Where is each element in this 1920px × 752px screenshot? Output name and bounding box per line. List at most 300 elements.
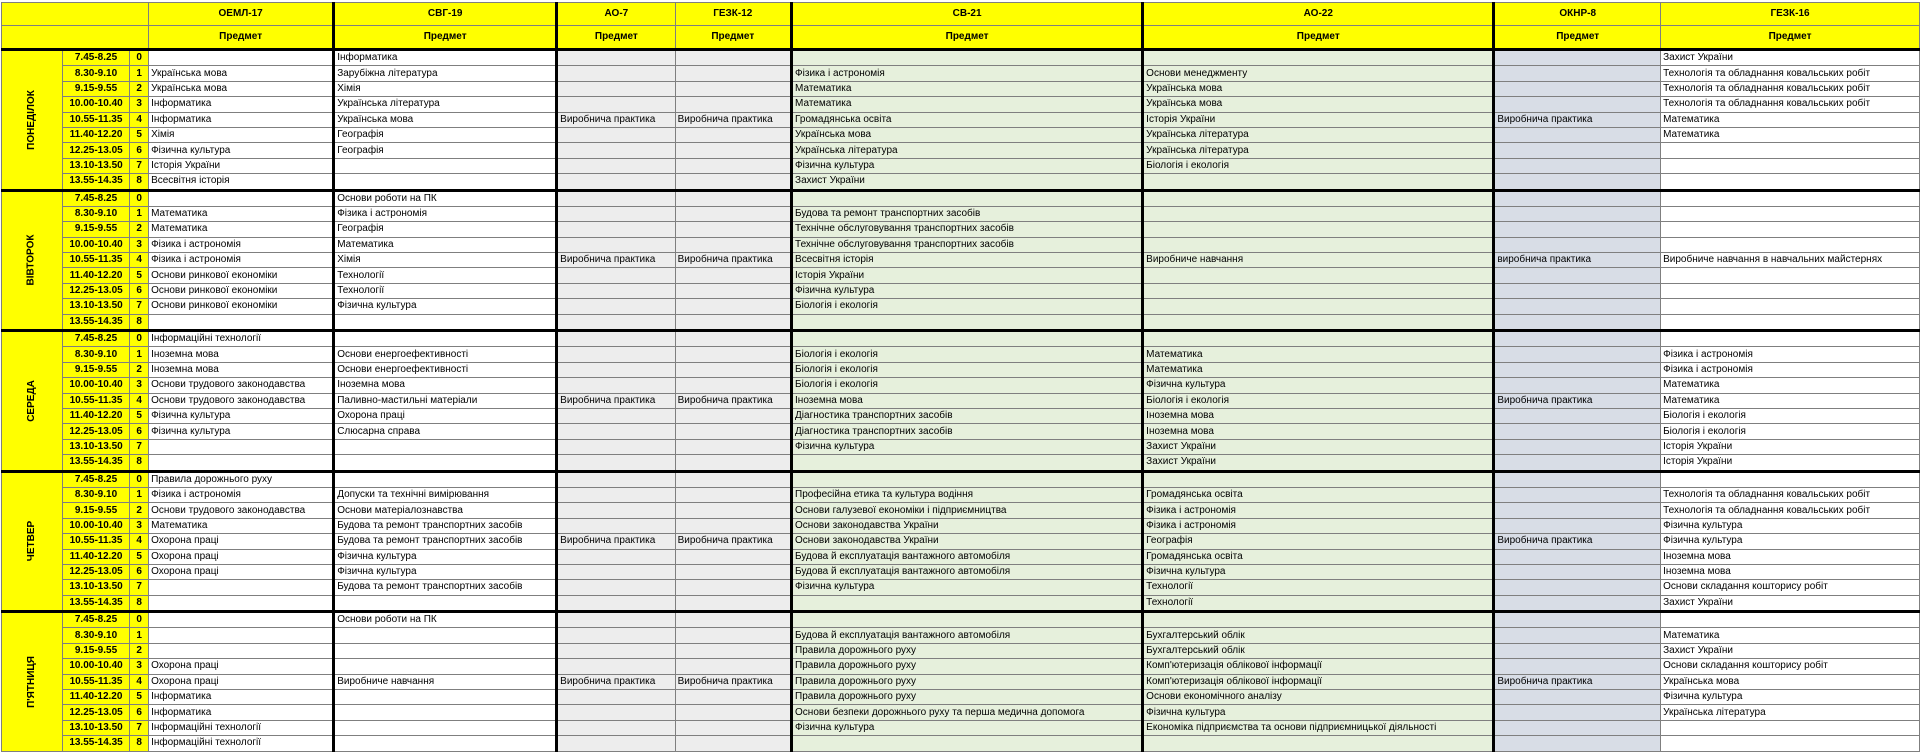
subject-cell[interactable] [675,736,791,751]
subject-cell[interactable]: Фізична культура [792,158,1143,173]
subject-cell[interactable] [1494,424,1661,439]
subject-cell[interactable]: Основи енергоефективності [334,362,557,377]
subject-cell[interactable] [792,736,1143,751]
subject-cell[interactable] [675,471,791,487]
subject-cell[interactable] [1494,299,1661,314]
subject-cell[interactable]: Правила дорожнього руху [792,690,1143,705]
subject-cell[interactable] [557,503,675,518]
subject-cell[interactable] [792,190,1143,206]
subject-cell[interactable] [149,628,334,643]
subject-cell[interactable]: Українська література [1143,143,1494,158]
subject-cell[interactable]: Історія України [1661,439,1920,454]
subject-cell[interactable]: Математика [1661,378,1920,393]
subject-cell[interactable]: Іноземна мова [792,393,1143,408]
subject-cell[interactable]: Біологія і екологія [792,299,1143,314]
subject-cell[interactable]: Будова та ремонт транспортних засобів [334,518,557,533]
subject-cell[interactable]: Основи галузевої економіки і підприємництва [792,503,1143,518]
subject-cell[interactable] [557,408,675,423]
subject-cell[interactable]: Охорона праці [149,674,334,689]
subject-cell[interactable] [149,643,334,658]
subject-cell[interactable]: Технічне обслуговування транспортних засобів [792,237,1143,252]
subject-cell[interactable] [792,612,1143,628]
subject-cell[interactable] [1494,314,1661,330]
subject-cell[interactable] [1494,347,1661,362]
subject-cell[interactable]: Основи матеріалознавства [334,503,557,518]
subject-cell[interactable]: Фізична культура [149,408,334,423]
subject-cell[interactable]: Виробниче навчання [1143,253,1494,268]
subject-cell[interactable]: Українська мова [149,66,334,81]
subject-cell[interactable] [675,518,791,533]
subject-cell[interactable] [1661,190,1920,206]
subject-cell[interactable] [334,331,557,347]
subject-cell[interactable]: Фізика і астрономія [334,206,557,221]
subject-cell[interactable] [675,127,791,142]
subject-cell[interactable] [675,690,791,705]
subject-cell[interactable]: Географія [334,143,557,158]
subject-cell[interactable] [675,81,791,96]
subject-cell[interactable]: Технологія та обладнання ковальських робіт [1661,66,1920,81]
subject-cell[interactable]: Фізична культура [149,424,334,439]
subject-cell[interactable] [557,127,675,142]
subject-cell[interactable]: Паливно-мастильні матеріали [334,393,557,408]
subject-cell[interactable] [1494,455,1661,471]
subject-cell[interactable]: Математика [149,518,334,533]
subject-cell[interactable] [149,612,334,628]
subject-cell[interactable]: Основи економічного аналізу [1143,690,1494,705]
subject-cell[interactable] [1494,564,1661,579]
subject-cell[interactable]: Біологія і екологія [792,362,1143,377]
subject-cell[interactable] [1661,158,1920,173]
subject-cell[interactable] [334,628,557,643]
subject-cell[interactable]: Основи трудового законодавства [149,378,334,393]
subject-cell[interactable]: Правила дорожнього руху [792,643,1143,658]
subject-cell[interactable]: Основи роботи на ПК [334,190,557,206]
subject-cell[interactable]: Українська література [1143,127,1494,142]
subject-cell[interactable]: Українська література [792,143,1143,158]
subject-cell[interactable] [557,143,675,158]
subject-cell[interactable]: Охорона праці [149,564,334,579]
subject-cell[interactable]: Громадянська освіта [792,112,1143,127]
subject-cell[interactable]: Математика [149,206,334,221]
subject-cell[interactable]: Інформатика [149,705,334,720]
subject-cell[interactable]: Фізична культура [1661,518,1920,533]
subject-cell[interactable]: Виробнича практика [557,393,675,408]
subject-cell[interactable] [557,81,675,96]
subject-cell[interactable]: Іноземна мова [1143,424,1494,439]
subject-cell[interactable]: Захист України [1661,50,1920,66]
subject-cell[interactable]: Іноземна мова [1661,549,1920,564]
subject-cell[interactable]: Інформаційні технології [149,331,334,347]
subject-cell[interactable] [1494,50,1661,66]
subject-cell[interactable]: Всесвітня історія [792,253,1143,268]
subject-cell[interactable]: Основи ринкової економіки [149,283,334,298]
subject-cell[interactable]: Виробнича практика [557,253,675,268]
subject-cell[interactable]: Фізична культура [334,564,557,579]
subject-cell[interactable] [675,503,791,518]
subject-cell[interactable]: Основи законодавства України [792,534,1143,549]
subject-cell[interactable]: Виробнича практика [675,112,791,127]
subject-cell[interactable] [675,97,791,112]
subject-cell[interactable] [149,314,334,330]
subject-cell[interactable]: Фізика і астрономія [149,487,334,502]
subject-cell[interactable] [1494,190,1661,206]
subject-cell[interactable]: Виробнича практика [675,253,791,268]
subject-cell[interactable]: Математика [792,81,1143,96]
subject-cell[interactable] [149,455,334,471]
subject-cell[interactable]: Захист України [1661,643,1920,658]
subject-cell[interactable]: Технологія та обладнання ковальських робіт [1661,97,1920,112]
subject-cell[interactable] [334,174,557,190]
subject-cell[interactable] [1143,222,1494,237]
subject-cell[interactable] [557,643,675,658]
subject-cell[interactable] [1494,378,1661,393]
subject-cell[interactable] [1494,81,1661,96]
subject-cell[interactable] [1494,222,1661,237]
subject-cell[interactable] [675,705,791,720]
subject-cell[interactable] [675,643,791,658]
subject-cell[interactable] [675,439,791,454]
subject-cell[interactable] [1143,471,1494,487]
subject-cell[interactable]: Історія України [792,268,1143,283]
subject-cell[interactable]: Інформаційні технології [149,720,334,735]
subject-cell[interactable]: Технологія та обладнання ковальських робіт [1661,503,1920,518]
subject-cell[interactable] [557,518,675,533]
subject-cell[interactable] [149,50,334,66]
subject-cell[interactable] [149,439,334,454]
subject-cell[interactable]: Математика [1661,112,1920,127]
subject-cell[interactable]: Математика [1143,347,1494,362]
subject-cell[interactable] [675,283,791,298]
subject-cell[interactable] [334,705,557,720]
subject-cell[interactable] [675,549,791,564]
subject-cell[interactable]: Виробнича практика [1494,674,1661,689]
subject-cell[interactable] [1494,158,1661,173]
subject-cell[interactable]: Іноземна мова [149,347,334,362]
subject-cell[interactable] [334,720,557,735]
subject-cell[interactable]: Хімія [334,253,557,268]
subject-cell[interactable]: Українська мова [1143,81,1494,96]
subject-cell[interactable]: Фізична культура [1661,534,1920,549]
subject-cell[interactable]: Виробнича практика [675,674,791,689]
subject-cell[interactable] [149,190,334,206]
subject-cell[interactable]: Фізична культура [1143,378,1494,393]
subject-cell[interactable] [1494,628,1661,643]
subject-cell[interactable] [675,268,791,283]
subject-cell[interactable] [1661,471,1920,487]
subject-cell[interactable]: Фізика і астрономія [1661,362,1920,377]
subject-cell[interactable] [334,455,557,471]
subject-cell[interactable]: Іноземна мова [1143,408,1494,423]
subject-cell[interactable]: Бухгалтерський облік [1143,643,1494,658]
subject-cell[interactable] [149,580,334,595]
subject-cell[interactable] [557,659,675,674]
subject-cell[interactable] [675,378,791,393]
subject-cell[interactable]: Будова та ремонт транспортних засобів [334,580,557,595]
subject-cell[interactable]: Українська література [1661,705,1920,720]
subject-cell[interactable] [557,190,675,206]
subject-cell[interactable] [557,720,675,735]
subject-cell[interactable]: Фізика і астрономія [1143,518,1494,533]
subject-cell[interactable] [1661,314,1920,330]
subject-cell[interactable] [334,659,557,674]
subject-cell[interactable] [149,595,334,611]
subject-cell[interactable] [675,487,791,502]
subject-cell[interactable]: Фізична культура [792,283,1143,298]
subject-cell[interactable] [675,424,791,439]
subject-cell[interactable] [1494,487,1661,502]
subject-cell[interactable]: Основи складання кошторису робіт [1661,659,1920,674]
subject-cell[interactable] [557,439,675,454]
subject-cell[interactable] [1143,283,1494,298]
subject-cell[interactable]: Правила дорожнього руху [792,674,1143,689]
subject-cell[interactable] [1494,549,1661,564]
subject-cell[interactable] [675,612,791,628]
subject-cell[interactable]: Основи роботи на ПК [334,612,557,628]
subject-cell[interactable] [557,158,675,173]
subject-cell[interactable]: Математика [334,237,557,252]
subject-cell[interactable]: Хімія [149,127,334,142]
subject-cell[interactable]: Охорона праці [334,408,557,423]
subject-cell[interactable] [1661,174,1920,190]
subject-cell[interactable]: Інформатика [149,112,334,127]
subject-cell[interactable]: Технологія та обладнання ковальських робіт [1661,487,1920,502]
subject-cell[interactable]: Біологія і екологія [1143,393,1494,408]
subject-cell[interactable]: Українська мова [1661,674,1920,689]
subject-cell[interactable]: Виробнича практика [557,534,675,549]
subject-cell[interactable] [1143,736,1494,751]
subject-cell[interactable]: Інформатика [149,690,334,705]
subject-cell[interactable]: Математика [1661,127,1920,142]
subject-cell[interactable]: Інформатика [334,50,557,66]
subject-cell[interactable] [557,347,675,362]
subject-cell[interactable]: Українська література [334,97,557,112]
subject-cell[interactable] [675,408,791,423]
subject-cell[interactable] [557,314,675,330]
subject-cell[interactable] [1494,690,1661,705]
subject-cell[interactable] [675,362,791,377]
subject-cell[interactable] [1494,595,1661,611]
subject-cell[interactable]: Діагностика транспортних засобів [792,424,1143,439]
subject-cell[interactable]: Основи енергоефективності [334,347,557,362]
subject-cell[interactable]: Правила дорожнього руху [792,659,1143,674]
subject-cell[interactable] [1494,174,1661,190]
subject-cell[interactable]: Фізична культура [792,580,1143,595]
subject-cell[interactable] [1661,299,1920,314]
subject-cell[interactable]: Професійна етика та культура водіння [792,487,1143,502]
subject-cell[interactable] [675,206,791,221]
subject-cell[interactable]: Фізична культура [1661,690,1920,705]
subject-cell[interactable]: Виробниче навчання в навчальних майстернях [1661,253,1920,268]
subject-cell[interactable] [792,595,1143,611]
subject-cell[interactable] [675,564,791,579]
subject-cell[interactable] [557,487,675,502]
subject-cell[interactable] [334,595,557,611]
subject-cell[interactable] [557,580,675,595]
subject-cell[interactable]: Інформаційні технології [149,736,334,751]
subject-cell[interactable]: Виробнича практика [1494,112,1661,127]
subject-cell[interactable] [1494,736,1661,751]
subject-cell[interactable] [557,455,675,471]
subject-cell[interactable] [1661,736,1920,751]
subject-cell[interactable]: Основи законодавства України [792,518,1143,533]
subject-cell[interactable] [1494,471,1661,487]
subject-cell[interactable] [1494,643,1661,658]
subject-cell[interactable] [1494,268,1661,283]
subject-cell[interactable] [675,347,791,362]
subject-cell[interactable]: Технологія та обладнання ковальських робіт [1661,81,1920,96]
subject-cell[interactable]: Технології [1143,595,1494,611]
subject-cell[interactable] [1494,659,1661,674]
subject-cell[interactable]: Всесвітня історія [149,174,334,190]
subject-cell[interactable]: Виробниче навчання [334,674,557,689]
subject-cell[interactable]: Технології [334,268,557,283]
subject-cell[interactable] [1494,518,1661,533]
subject-cell[interactable] [675,143,791,158]
subject-cell[interactable] [557,222,675,237]
subject-cell[interactable] [334,471,557,487]
subject-cell[interactable] [557,595,675,611]
subject-cell[interactable]: Іноземна мова [1661,564,1920,579]
subject-cell[interactable]: Зарубіжна література [334,66,557,81]
subject-cell[interactable]: Хімія [334,81,557,96]
subject-cell[interactable] [334,439,557,454]
subject-cell[interactable]: Охорона праці [149,534,334,549]
subject-cell[interactable]: Правила дорожнього руху [149,471,334,487]
subject-cell[interactable] [1494,206,1661,221]
subject-cell[interactable] [557,690,675,705]
subject-cell[interactable]: Слюсарна справа [334,424,557,439]
subject-cell[interactable]: Виробнича практика [1494,393,1661,408]
subject-cell[interactable] [334,736,557,751]
subject-cell[interactable] [334,643,557,658]
subject-cell[interactable] [1494,237,1661,252]
subject-cell[interactable] [792,455,1143,471]
subject-cell[interactable]: Математика [149,222,334,237]
subject-cell[interactable]: Охорона праці [149,549,334,564]
subject-cell[interactable] [792,314,1143,330]
subject-cell[interactable]: Українська мова [149,81,334,96]
subject-cell[interactable] [675,237,791,252]
subject-cell[interactable] [1143,237,1494,252]
subject-cell[interactable] [1661,206,1920,221]
subject-cell[interactable]: Біологія і екологія [792,347,1143,362]
subject-cell[interactable] [675,50,791,66]
subject-cell[interactable] [557,612,675,628]
subject-cell[interactable]: Історія України [1143,112,1494,127]
subject-cell[interactable] [1494,143,1661,158]
subject-cell[interactable] [792,331,1143,347]
subject-cell[interactable] [1494,612,1661,628]
subject-cell[interactable] [557,705,675,720]
subject-cell[interactable]: Фізична культура [149,143,334,158]
subject-cell[interactable]: Комп'ютеризація облікової інформації [1143,659,1494,674]
subject-cell[interactable]: Будова та ремонт транспортних засобів [792,206,1143,221]
subject-cell[interactable]: Географія [334,127,557,142]
subject-cell[interactable] [675,331,791,347]
subject-cell[interactable] [557,174,675,190]
subject-cell[interactable]: Виробнича практика [557,674,675,689]
subject-cell[interactable]: Будова й експлуатація вантажного автомобіля [792,628,1143,643]
subject-cell[interactable]: Захист України [1143,439,1494,454]
subject-cell[interactable]: Фізика і астрономія [792,66,1143,81]
subject-cell[interactable] [557,50,675,66]
subject-cell[interactable] [1661,222,1920,237]
subject-cell[interactable] [675,628,791,643]
subject-cell[interactable]: Фізика і астрономія [1143,503,1494,518]
subject-cell[interactable] [1143,50,1494,66]
subject-cell[interactable] [557,378,675,393]
subject-cell[interactable]: Основи ринкової економіки [149,299,334,314]
subject-cell[interactable]: Будова й експлуатація вантажного автомобіля [792,564,1143,579]
subject-cell[interactable]: Фізична культура [792,720,1143,735]
subject-cell[interactable]: Основи складання кошторису робіт [1661,580,1920,595]
subject-cell[interactable]: Захист України [1661,595,1920,611]
subject-cell[interactable] [1143,206,1494,221]
subject-cell[interactable] [557,331,675,347]
subject-cell[interactable]: Захист України [792,174,1143,190]
subject-cell[interactable]: Історія України [1661,455,1920,471]
subject-cell[interactable]: Фізична культура [1143,564,1494,579]
subject-cell[interactable]: Фізика і астрономія [149,253,334,268]
subject-cell[interactable] [792,471,1143,487]
subject-cell[interactable]: Виробнича практика [557,112,675,127]
subject-cell[interactable]: Фізична культура [1143,705,1494,720]
subject-cell[interactable] [1494,331,1661,347]
subject-cell[interactable]: Основи безпеки дорожнього руху та перша медична допомога [792,705,1143,720]
subject-cell[interactable]: Охорона праці [149,659,334,674]
subject-cell[interactable] [557,66,675,81]
subject-cell[interactable]: Історія України [149,158,334,173]
subject-cell[interactable]: Основи ринкової економіки [149,268,334,283]
subject-cell[interactable]: Бухгалтерський облік [1143,628,1494,643]
subject-cell[interactable]: Технології [334,283,557,298]
subject-cell[interactable]: Виробнича практика [675,393,791,408]
subject-cell[interactable]: Українська мова [334,112,557,127]
subject-cell[interactable]: Допуски та технічні вимірювання [334,487,557,502]
subject-cell[interactable] [1143,190,1494,206]
subject-cell[interactable] [1143,268,1494,283]
subject-cell[interactable]: Біологія і екологія [792,378,1143,393]
subject-cell[interactable] [1494,97,1661,112]
subject-cell[interactable] [1494,705,1661,720]
subject-cell[interactable] [557,424,675,439]
subject-cell[interactable]: Будова й експлуатація вантажного автомобіля [792,549,1143,564]
subject-cell[interactable] [675,299,791,314]
subject-cell[interactable]: Діагностика транспортних засобів [792,408,1143,423]
subject-cell[interactable]: Географія [334,222,557,237]
subject-cell[interactable]: Фізична культура [334,299,557,314]
subject-cell[interactable]: Економіка підприємства та основи підприємницької діяльності [1143,720,1494,735]
subject-cell[interactable] [557,564,675,579]
subject-cell[interactable] [1661,331,1920,347]
subject-cell[interactable] [557,237,675,252]
subject-cell[interactable] [557,628,675,643]
subject-cell[interactable]: Будова та ремонт транспортних засобів [334,534,557,549]
subject-cell[interactable]: Математика [1143,362,1494,377]
subject-cell[interactable] [1143,299,1494,314]
subject-cell[interactable]: Громадянська освіта [1143,549,1494,564]
subject-cell[interactable] [334,314,557,330]
subject-cell[interactable]: Іноземна мова [149,362,334,377]
subject-cell[interactable] [1494,362,1661,377]
subject-cell[interactable]: Фізика і астрономія [149,237,334,252]
subject-cell[interactable] [675,158,791,173]
subject-cell[interactable] [1661,143,1920,158]
subject-cell[interactable]: Математика [1661,628,1920,643]
subject-cell[interactable]: Фізична культура [334,549,557,564]
subject-cell[interactable] [1494,408,1661,423]
subject-cell[interactable] [675,659,791,674]
